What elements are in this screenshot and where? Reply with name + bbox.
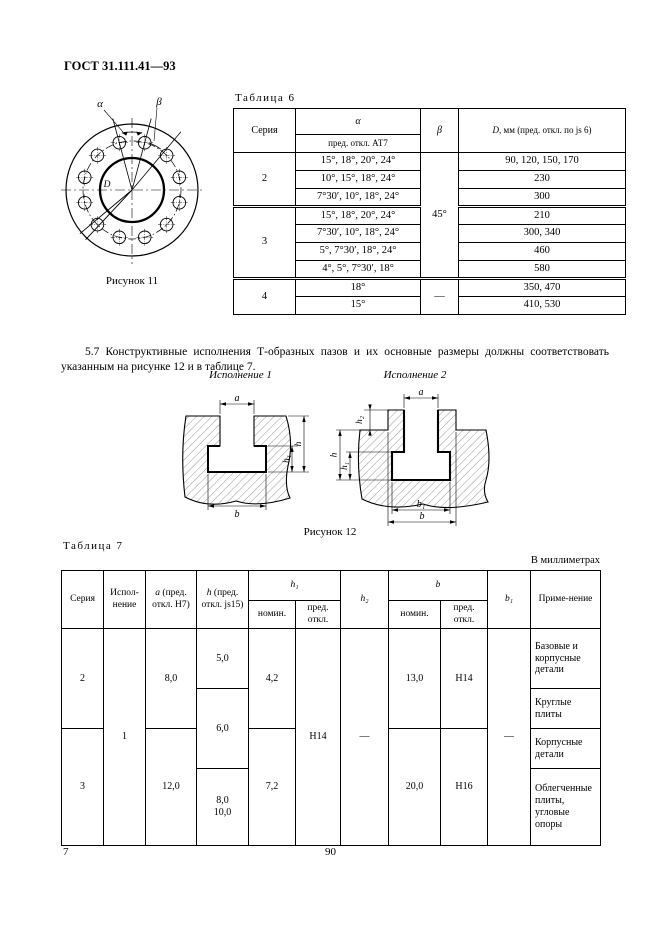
t7-cell-h1-nomin: 7,2 [249,729,296,846]
t7-header-b-var: b [435,579,441,590]
t7-cell-b-pred: Н14 [441,629,488,729]
t7-row [62,629,601,689]
block-section [183,416,291,504]
page-number-left: 7 [63,846,69,858]
t7-header-a-rest: (пред. откл. Н7) [152,588,190,610]
centerlines [61,118,203,264]
figure-12-caption: Рисунок 12 [303,526,357,538]
t6-header-beta [421,109,459,153]
page-number-center: 90 [325,846,336,858]
t7-cell-b-nomin: 13,0 [389,629,441,729]
t6-cell-d: 230 [459,171,626,189]
dim-label-h: h [294,441,304,447]
t7-cell-h1-nomin: 4,2 [249,629,296,729]
t-slot-drawing-variant-2 [330,384,500,534]
t6-cell-d: 460 [459,243,626,261]
t7-cell-a: 8,0 [146,629,197,729]
t7-cell-primenenie: Базовые и корпусные детали [531,629,601,689]
t6-cell-d: 300, 340 [459,225,626,243]
dim-label-b: b [234,509,240,520]
t6-cell-alpha: 18° [296,279,421,297]
table-7-units: В миллиметрах [530,555,600,566]
t6-header-d-rest: , мм (пред. откл. по js 6) [499,125,592,136]
dim-label-a: a [418,387,424,398]
t6-cell-d: 90, 120, 150, 170 [459,153,626,171]
table-6 [233,108,626,315]
dim-label-b1: b₁ [416,499,426,510]
t7-header-a-var: a [155,588,161,599]
t6-cell-seriya: 4 [234,279,296,315]
table-7-title: Таблица 7 [63,540,124,552]
t6-cell-alpha: 15°, 18°, 20°, 24° [296,207,421,225]
t7-cell-h2: — [341,629,389,846]
t6-cell-alpha: 15° [296,297,421,315]
t6-header-d [459,109,626,153]
t6-cell-alpha: 4°, 5°, 7°30′, 18° [296,261,421,279]
t7-cell-b-pred: Н16 [441,729,488,846]
doc-number: ГОСТ 31.111.41—93 [64,59,176,73]
angle-rays [113,119,181,191]
t6-cell-d: 300 [459,189,626,207]
variant-1-label: Исполнение 1 [209,369,272,381]
beta-label: β [156,96,162,108]
t6-header-alpha [296,109,421,135]
t6-header-beta-symbol: β [437,124,442,136]
dim-label-b: b [419,511,425,522]
d-label: D [103,180,111,190]
t6-header-d-var: D [492,125,500,136]
t7-header-h1-var: h₁ [290,579,299,590]
t7-cell-ispolnenie: 1 [104,629,146,846]
table-6-title: Таблица 6 [235,92,296,104]
t7-cell-a: 12,0 [146,729,197,846]
dim-label-h2: h₂ [355,415,365,425]
flange-drawing [57,92,207,268]
t7-header-h1-nomin: номин. [249,601,296,629]
t7-cell-primenenie: Корпусные детали [531,729,601,769]
t7-header-h2 [341,571,389,629]
t7-header-h1 [249,571,341,601]
t6-cell-d: 580 [459,261,626,279]
t7-cell-h: 5,0 [197,629,249,689]
table-7 [61,570,601,846]
figure-11-caption: Рисунок 11 [105,275,159,287]
t7-cell-h [197,769,249,846]
t7-header-b-nomin: номин. [389,601,441,629]
t-slot-drawing-variant-1 [168,390,313,522]
t7-header-b [389,571,488,601]
t6-cell-alpha: 15°, 18°, 20°, 24° [296,153,421,171]
t6-cell-seriya: 3 [234,207,296,279]
t6-header-seriya: Серия [234,109,296,153]
t6-cell-beta: 45° [421,153,459,279]
t6-cell-d: 410, 530 [459,297,626,315]
t7-header-h-rest: (пред. откл. js15) [201,588,244,610]
t6-cell-seriya: 2 [234,153,296,207]
t7-cell-h-value: 8,0 [216,795,229,807]
paragraph-5-7: 5.7 Конструктивные исполнения Т-образных пазов и их основные размеры должны соответствовать указанным на рисунке 12 и в таблице 7. [61,345,609,373]
t7-header-b-pred: пред. откл. [441,601,488,629]
t7-cell-b-nomin: 20,0 [389,729,441,846]
t6-row [234,153,626,171]
t7-cell-primenenie: Круглые плиты [531,689,601,729]
t7-header-b1-var: b₁ [504,593,514,604]
figure-11 [57,92,207,287]
dim-label-h1: h₁ [282,454,292,464]
t7-header-seriya: Серия [62,571,104,629]
t7-cell-h1-pred: Н14 [296,629,341,846]
t6-cell-d: 210 [459,207,626,225]
t7-header-h [197,571,249,629]
t7-cell-seriya: 3 [62,729,104,846]
t7-header-primenenie: Приме-нение [531,571,601,629]
dim-label-h1: h₁ [340,461,350,471]
t6-row [234,279,626,297]
t7-cell-h: 6,0 [197,689,249,769]
t7-header-h1-pred: пред. откл. [296,601,341,629]
t7-header-ispolnenie: Испол-нение [104,571,146,629]
t7-header-b1 [488,571,531,629]
t6-cell-alpha: 7°30′, 10°, 18°, 24° [296,189,421,207]
t7-header-a [146,571,197,629]
t6-header-alpha-sub: пред. откл. АТ7 [296,135,421,153]
t6-cell-beta: — [421,279,459,315]
t7-cell-primenenie: Облегченные плиты, угловые опоры [531,769,601,846]
t6-cell-d: 350, 470 [459,279,626,297]
t-slot-profile [208,446,266,472]
t7-header-h-var: h [206,588,212,599]
dim-label-a: a [234,393,240,404]
t6-header-alpha-symbol: α [355,115,361,127]
t7-cell-seriya: 2 [62,629,104,729]
alpha-label: α [97,98,103,110]
t6-cell-alpha: 5°, 7°30′, 18°, 24° [296,243,421,261]
t7-cell-h-value: 10,0 [213,807,232,818]
t7-cell-b1: — [488,629,531,846]
t6-cell-alpha: 7°30′, 10°, 18°, 24° [296,225,421,243]
variant-2-label: Исполнение 2 [383,369,447,381]
t7-header-h2-var: h₂ [360,593,369,604]
block-section [358,410,489,508]
t6-cell-alpha: 10°, 15°, 18°, 24° [296,171,421,189]
dim-label-h: h [330,452,340,458]
